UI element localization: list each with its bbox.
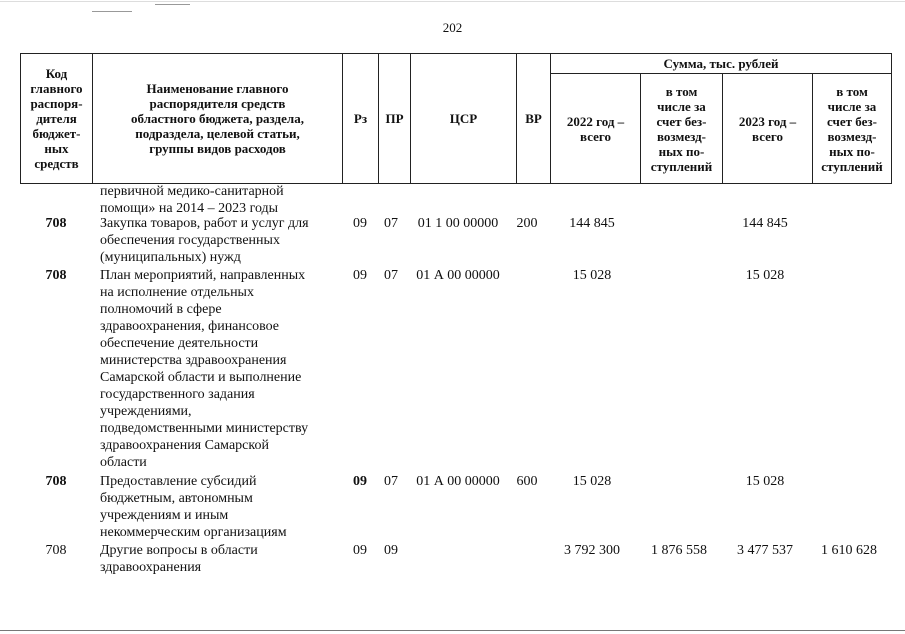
row-sum-2022: 3 792 300: [564, 543, 620, 558]
row-sum-2023: 144 845: [742, 216, 788, 231]
header-csr: ЦСР: [411, 54, 517, 184]
row-sum-2022: 15 028: [572, 474, 612, 489]
header-2022-gratis: в том числе за счет без- возмезд- ных по- ступлений: [641, 74, 723, 184]
table-row: [20, 267, 891, 473]
row-rz: 09: [353, 543, 367, 558]
row-pr: 07: [384, 268, 398, 283]
row-sum-2023-gratis: 1 610 628: [821, 543, 877, 558]
row-csr: 01 А 00 00000: [416, 268, 500, 283]
row-name: Другие вопросы в области здравоохранения: [100, 543, 258, 575]
header-2022-total: 2022 год – всего: [551, 74, 641, 184]
table-row: [20, 183, 891, 215]
row-pr: 09: [384, 543, 398, 558]
row-code: 708: [45, 474, 67, 489]
table-body: [20, 183, 891, 582]
row-sum-2023: 15 028: [745, 268, 785, 283]
row-csr: 01 1 00 00000: [417, 216, 499, 231]
table-row: [20, 215, 891, 267]
row-vr: 200: [516, 216, 538, 231]
table-header: [20, 53, 892, 184]
header-code: Код главного распоря- дителя бюджет- ных средств: [21, 54, 93, 184]
header-rz: Рз: [343, 54, 379, 184]
row-csr: 01 А 00 00000: [416, 474, 500, 489]
row-name: первичной медико-санитарной помощи» на 2014 – 2023 годы: [100, 184, 284, 216]
row-rz: 09: [353, 216, 367, 231]
header-name: Наименование главного распорядителя средств областного бюджета, раздела, подраздела, целевой статьи, группы видов расходов: [93, 54, 343, 184]
row-sum-2023: 3 477 537: [737, 543, 793, 558]
row-sum-2022-gratis: 1 876 558: [651, 543, 707, 558]
row-name: Предоставление субсидий бюджетным, автономным учреждениям и иным некоммерческим организациям: [100, 474, 287, 540]
row-vr: 600: [516, 474, 538, 489]
row-rz: 09: [353, 474, 367, 489]
header-pr: ПР: [379, 54, 411, 184]
row-code: 708: [45, 543, 67, 558]
header-vr: ВР: [517, 54, 551, 184]
table-row: [20, 542, 891, 582]
row-code: 708: [45, 216, 67, 231]
row-sum-2023: 15 028: [745, 474, 785, 489]
row-sum-2022: 15 028: [572, 268, 612, 283]
page-number: 202: [442, 20, 463, 35]
row-name: Закупка товаров, работ и услуг для обеспечения государственных (муниципальных) нужд: [100, 216, 309, 265]
row-pr: 07: [384, 216, 398, 231]
scan-artifact-top: [0, 0, 905, 10]
table-row: [20, 473, 891, 542]
row-sum-2022: 144 845: [569, 216, 615, 231]
header-2023-total: 2023 год – всего: [723, 74, 813, 184]
scan-artifact-bottom: [0, 630, 905, 631]
row-rz: 09: [353, 268, 367, 283]
header-2023-gratis: в том числе за счет без- возмезд- ных по- ступлений: [813, 74, 892, 184]
row-name: План мероприятий, направленных на исполнение отдельных полномочий в сфере здравоохранения, финансовое обеспечение деятельности министерства здравоохранения Самарской области и выполнение государственного задания учреждениями, подведомственными министерству здравоохранения Самарской области: [100, 268, 309, 470]
header-sum-group: Сумма, тыс. рублей: [551, 54, 892, 74]
row-pr: 07: [384, 474, 398, 489]
row-code: 708: [45, 268, 67, 283]
